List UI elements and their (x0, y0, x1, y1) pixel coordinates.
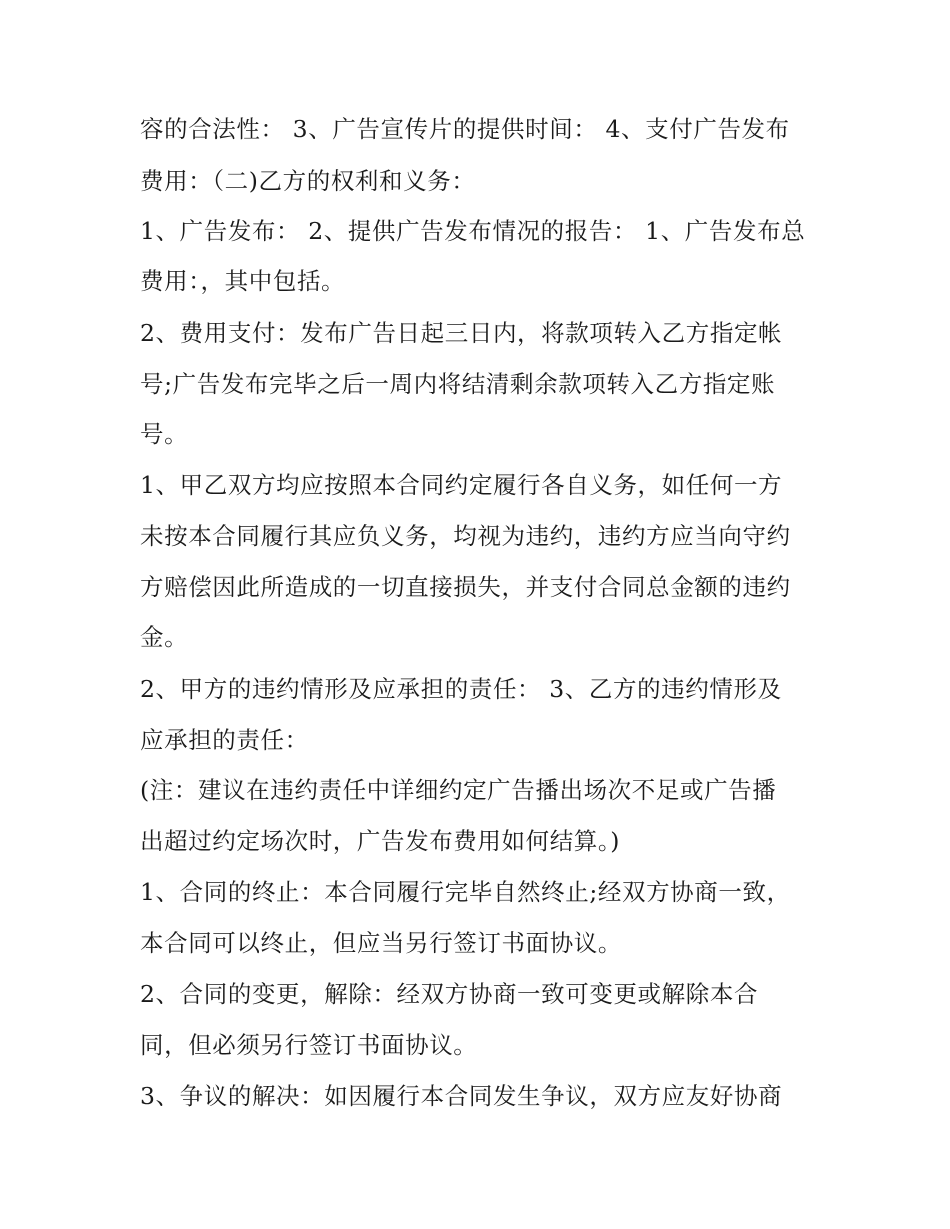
text-line: 应承担的责任： (140, 726, 309, 754)
text-line: 容的合法性： 3、广告宣传片的提供时间： 4、支付广告发布 (140, 115, 790, 143)
text-line: (注：建议在违约责任中详细约定广告播出场次不足或广告播 (140, 776, 777, 804)
text-line: 出超过约定场次时，广告发布费用如何结算。) (140, 827, 621, 855)
text-line: 1、甲乙双方均应按照本合同约定履行各自义务，如任何一方 (140, 471, 783, 499)
text-line: 号。 (140, 420, 189, 448)
text-line: 未按本合同履行其应负义务，均视为违约，违约方应当向守约 (140, 522, 791, 550)
text-line: 费用：，其中包括。 (140, 267, 346, 295)
text-line: 3、争议的解决：如因履行本合同发生争议，双方应友好协商 (140, 1082, 783, 1110)
text-line: 方赔偿因此所造成的一切直接损失，并支付合同总金额的违约 (140, 573, 791, 601)
text-line: 1、合同的终止：本合同履行完毕自然终止;经双方协商一致， (140, 878, 791, 906)
text-line: 同，但必须另行签订书面协议。 (140, 1031, 478, 1059)
text-line: 2、甲方的违约情形及应承担的责任： 3、乙方的违约情形及 (140, 675, 782, 703)
text-line: 2、合同的变更，解除：经双方协商一致可变更或解除本合 (140, 980, 759, 1008)
text-line: 费用：（二)乙方的权利和义务： (140, 167, 476, 195)
text-line: 本合同可以终止，但应当另行签订书面协议。 (140, 929, 622, 957)
text-line: 1、广告发布： 2、提供广告发布情况的报告： 1、广告发布总 (140, 217, 806, 245)
text-line: 号;广告发布完毕之后一周内将结清剩余款项转入乙方指定账 (140, 370, 776, 398)
text-line: 2、费用支付：发布广告日起三日内，将款项转入乙方指定帐 (140, 319, 783, 347)
text-line: 金。 (140, 623, 189, 651)
